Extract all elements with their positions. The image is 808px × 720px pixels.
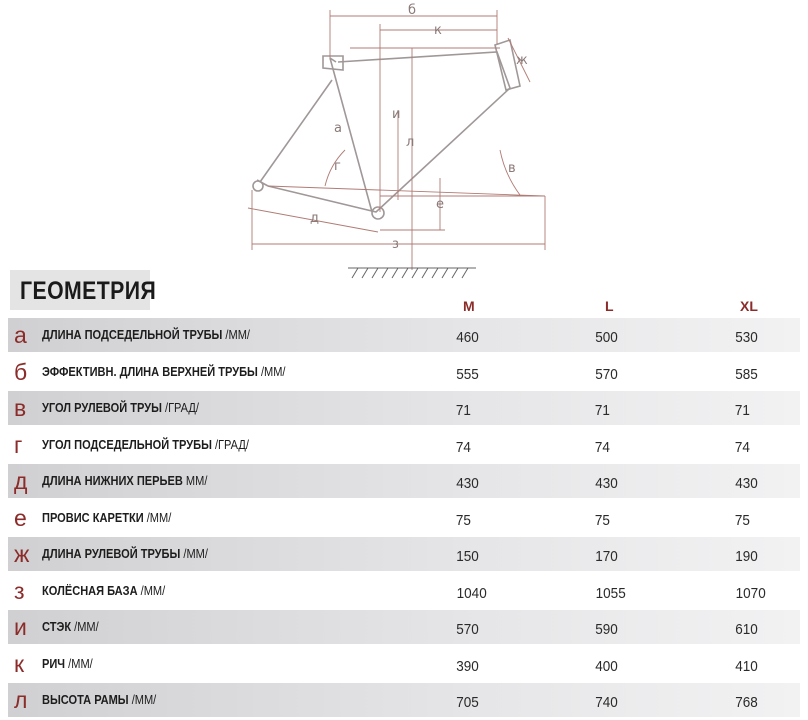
row-letter: в	[14, 395, 27, 421]
value-m: 555	[456, 365, 479, 383]
value-xl: 1070	[735, 584, 766, 602]
value-m: 71	[455, 402, 471, 419]
value-xl: 74	[734, 438, 750, 456]
row-label: ВЫСОТА РАМЫ /ММ/	[42, 692, 157, 707]
value-xl: 75	[734, 511, 750, 529]
diagram-label-d: д	[310, 211, 319, 226]
value-xl: 430	[735, 475, 758, 492]
column-header-l: L	[605, 298, 614, 314]
value-m: 75	[455, 511, 471, 529]
value-l: 75	[594, 511, 610, 529]
diagram-label-e: е	[436, 197, 444, 212]
row-letter: з	[14, 577, 25, 604]
value-xl: 610	[735, 621, 758, 638]
row-letter: л	[14, 687, 28, 713]
value-xl: 410	[735, 657, 758, 675]
diagram-label-a: а	[334, 121, 342, 136]
diagram-label-i: и	[392, 107, 401, 122]
table-row	[8, 464, 800, 498]
table-row	[8, 355, 800, 389]
value-l: 1055	[595, 584, 626, 602]
table-row	[8, 391, 800, 425]
row-letter: а	[14, 322, 27, 348]
diagram-label-l: л	[406, 135, 415, 150]
diagram-label-g: г	[334, 159, 341, 174]
row-letter: ж	[14, 541, 30, 567]
value-m: 705	[456, 694, 479, 711]
column-header-xl: XL	[740, 298, 758, 314]
value-m: 1040	[456, 584, 487, 602]
table-row	[8, 318, 800, 352]
table-row	[8, 428, 800, 462]
table-row	[8, 683, 800, 717]
row-letter: д	[14, 468, 28, 494]
frame-geometry-diagram	[230, 0, 560, 282]
table-row	[8, 574, 800, 608]
row-letter: г	[14, 431, 23, 458]
diagram-label-b: б	[408, 3, 417, 18]
row-label: ДЛИНА ПОДСЕДЕЛЬНОЙ ТРУБЫ /ММ/	[42, 327, 250, 342]
row-letter: и	[14, 614, 27, 640]
column-header-m: M	[463, 298, 475, 314]
value-m: 390	[456, 657, 479, 675]
value-l: 500	[595, 329, 618, 346]
row-label: УГОЛ ПОДСЕДЕЛЬНОЙ ТРУБЫ /ГРАД/	[42, 436, 249, 452]
row-letter: б	[14, 358, 28, 385]
row-label: СТЭК /ММ/	[42, 619, 99, 634]
value-l: 740	[595, 694, 618, 711]
row-label: КОЛЁСНАЯ БАЗА /ММ/	[42, 582, 166, 598]
diagram-label-v: в	[508, 161, 516, 176]
value-xl: 71	[734, 402, 750, 419]
diagram-label-zh: ж	[516, 53, 528, 68]
row-label: УГОЛ РУЛЕВОЙ ТРУЫ /ГРАД/	[42, 400, 199, 415]
value-xl: 768	[735, 694, 758, 711]
value-m: 460	[456, 329, 479, 346]
table-row	[8, 610, 800, 644]
row-label: ЭФФЕКТИВН. ДЛИНА ВЕРХНЕЙ ТРУБЫ /ММ/	[42, 363, 286, 379]
row-letter: е	[14, 504, 27, 531]
page-title: ГЕОМЕТРИЯ	[20, 277, 157, 305]
value-xl: 530	[735, 329, 758, 346]
geometry-table	[8, 318, 800, 720]
value-xl: 190	[735, 548, 758, 565]
value-l: 570	[595, 365, 618, 383]
table-row	[8, 501, 800, 535]
value-m: 570	[456, 621, 479, 638]
row-label: РИЧ /ММ/	[42, 655, 93, 671]
value-m: 74	[455, 438, 471, 456]
value-l: 430	[595, 475, 618, 492]
table-row	[8, 537, 800, 571]
row-label: ПРОВИС КАРЕТКИ /ММ/	[42, 509, 172, 525]
value-l: 74	[594, 438, 610, 456]
row-label: ДЛИНА НИЖНИХ ПЕРЬЕВ ММ/	[42, 473, 208, 488]
value-xl: 585	[735, 365, 758, 383]
row-letter: к	[14, 650, 25, 677]
value-m: 430	[456, 475, 479, 492]
value-l: 71	[594, 402, 610, 419]
value-l: 400	[595, 657, 618, 675]
diagram-label-z: з	[392, 237, 399, 252]
value-l: 590	[595, 621, 618, 638]
table-row	[8, 647, 800, 681]
value-l: 170	[595, 548, 618, 565]
diagram-label-k: к	[434, 23, 442, 38]
value-m: 150	[456, 548, 479, 565]
row-label: ДЛИНА РУЛЕВОЙ ТРУБЫ /ММ/	[42, 546, 208, 561]
